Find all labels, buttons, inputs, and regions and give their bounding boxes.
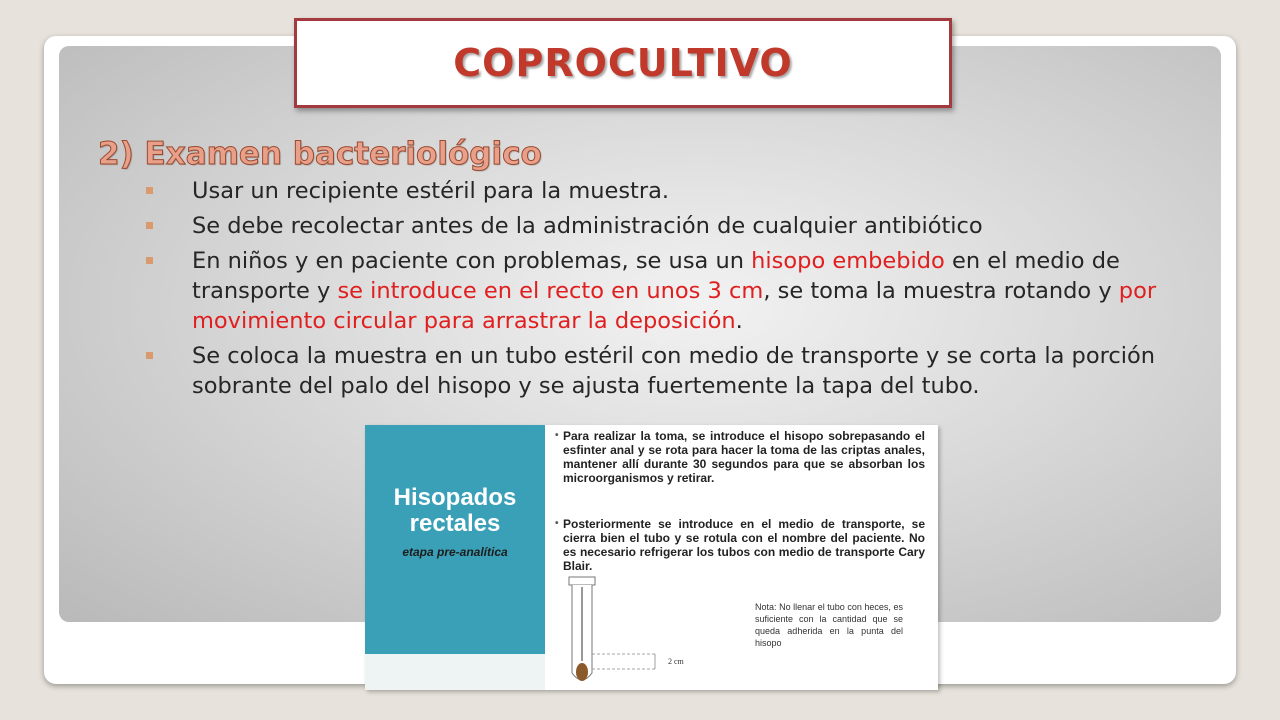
figure-step-2-text: Posteriormente se introduce en el medio de transporte, se cierra bien el tubo y se rotula con el nombre del paciente. No es necesario refrigerar los tubos con medio de transporte Cary Blair. xyxy=(563,517,925,573)
figure-step-1-text: Para realizar la toma, se introduce el hisopo sobrepasando el esfinter anal y se rota para hacer la toma de las criptas anales, mantener allí durante 30 segundos para que se absorban los microorganismos y retirar. xyxy=(563,429,925,485)
figure-caption: etapa pre-analítica xyxy=(402,545,508,559)
figure-step-2 xyxy=(555,517,925,573)
slide-title: COPROCULTIVO xyxy=(453,41,793,85)
rectal-swab-figure xyxy=(365,425,938,690)
bullet-text: En niños y en paciente con problemas, se usa un xyxy=(192,248,752,274)
bullet-text: . xyxy=(735,308,743,334)
square-bullet-icon xyxy=(146,352,153,359)
bullet-text: Se coloca la muestra en un tubo estéril con medio de transporte y se corta la porción sobrante del palo del hisopo y se ajusta fuertemente la tapa del tubo. xyxy=(192,343,1156,399)
bullet-text: , se toma la muestra rotando y xyxy=(763,278,1119,304)
figure-step-1 xyxy=(555,429,925,485)
test-tube-icon xyxy=(565,573,675,688)
figure-note: Nota: No llenar el tubo con heces, es suficiente con la cantidad que se queda adherida en la punta del hisopo xyxy=(755,602,903,648)
figure-title-line-2: rectales xyxy=(409,510,501,537)
measure-label: 2 cm xyxy=(668,657,684,666)
highlighted-text: por movimiento circular para arrastrar la deposición xyxy=(192,278,1157,334)
bullet-dot-icon: • xyxy=(555,430,559,441)
figure-title-panel xyxy=(365,425,545,690)
figure-title-line-1: Hisopados xyxy=(393,484,517,511)
figure-panel-strip xyxy=(365,654,545,690)
bullet-list xyxy=(144,176,1184,406)
bullet-item xyxy=(144,176,1184,206)
bullet-text: Usar un recipiente estéril para la muestra. xyxy=(192,178,670,204)
bullet-dot-icon: • xyxy=(555,518,559,529)
bullet-text: en el medio de transporte y xyxy=(192,248,1120,304)
square-bullet-icon xyxy=(146,257,153,264)
bullet-item xyxy=(144,341,1184,401)
square-bullet-icon xyxy=(146,222,153,229)
title-box xyxy=(294,18,952,108)
square-bullet-icon xyxy=(146,187,153,194)
section-subtitle: 2) Examen bacteriológico xyxy=(98,136,542,172)
figure-title xyxy=(365,485,545,537)
bullet-text: Se debe recolectar antes de la administración de cualquier antibiótico xyxy=(192,213,983,239)
highlighted-text: se introduce en el recto en unos 3 cm xyxy=(337,278,764,304)
bullet-item xyxy=(144,211,1184,241)
highlighted-text: hisopo embebido xyxy=(751,248,945,274)
bullet-item xyxy=(144,246,1184,336)
